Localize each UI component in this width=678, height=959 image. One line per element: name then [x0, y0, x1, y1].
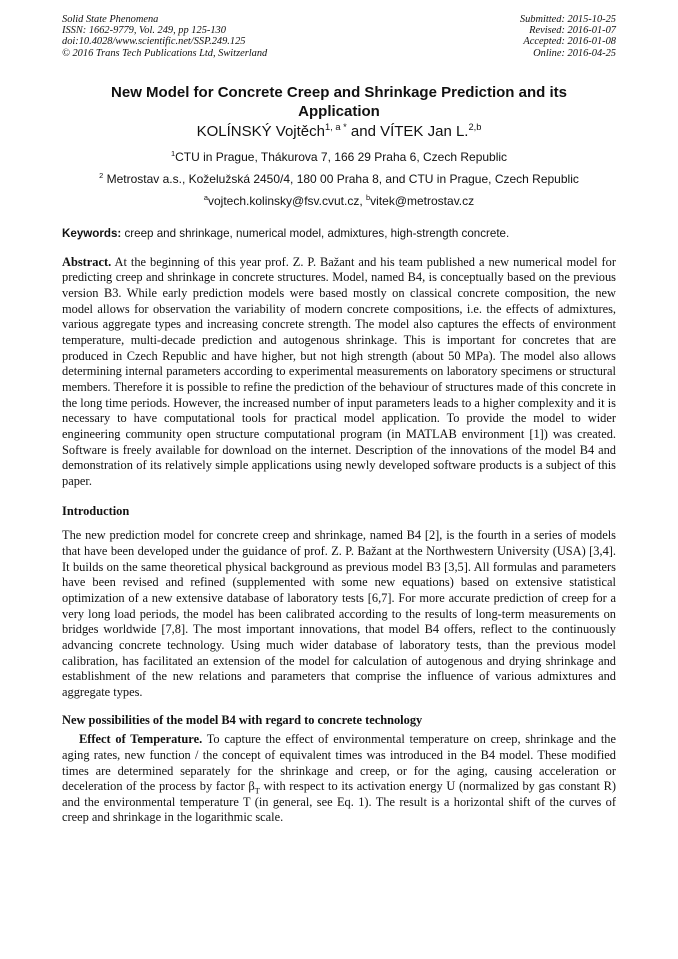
author-1-marks: 1, a *: [325, 121, 347, 132]
keywords: [62, 227, 616, 241]
author-conjunction: and: [346, 122, 381, 140]
journal-info: [62, 14, 267, 59]
abstract-text: At the beginning of this year prof. Z. P. Bažant and his team published a new numerical model for predicting creep and shrinkage in concrete structures. Model, named B4, is conceptually based on the previous version B3. While early prediction models were based mostly on classical concrete composition, the new model allows for observation the variability of modern concrete compositions, i.e. the effects of admixtures, various aggregate types and increasing concrete strength. The model also captures the effects of environment temperature, multi-decade prediction and autogenous shrinkage. This is important for concretes that are produced in Czech Republic and have higher, but not high strength (about 50 MPa). The model also allows determining internal parameters according to experimental measurements on laboratory specimens or structural members. Therefore it is possible to refine the prediction of the behaviour of structures made of this concrete in the long time periods. However, the increased number of input parameters leads to a higher complexity and it is necessary to have computational tools for practical model application. To provide the model to wider engineering community open structure computational program (in MATLAB environment [1]) was created. Software is freely available for download on the internet. Description of the innovations of the model B4 and demonstration of its relatively simple applications using newly developed software products is a subject of this paper.: [62, 254, 616, 488]
email-b-mark: b: [366, 192, 371, 202]
temperature-label: Effect of Temperature.: [79, 732, 203, 747]
affiliation-1-text: CTU in Prague, Thákurova 7, 166 29 Praha 6, Czech Republic: [175, 149, 508, 164]
temperature-text-2: with respect to its activation energy U (normalized by gas constant R) and the environmental temperature T (in general, see Eq. 1). The result is a horizontal shift of the curves of creep and shrinkage in the logarithmic scale.: [62, 779, 617, 825]
journal-doi: doi:10.4028/www.scientific.net/SSP.249.125: [62, 36, 246, 48]
abstract: [62, 255, 616, 490]
paper-title-line-2: Application: [298, 102, 380, 120]
date-revised: Revised: 2016-01-07: [529, 25, 616, 37]
affiliation-1: [62, 150, 616, 164]
paper-title: [62, 83, 616, 121]
new-possibilities-heading: New possibilities of the model B4 with regard to concrete technology: [62, 712, 423, 727]
affiliation-2-mark: 2: [99, 170, 104, 180]
temperature-text-1: To capture the effect of environmental temperature on creep, shrinkage and the aging rates, new function / the concept of equivalent times was introduced in the B4 model. These modified times are determined separately for the shrinkage and creep, or for the aging, causing acceleration or deceleration of the process by factor β: [62, 732, 616, 794]
affiliation-2: [62, 172, 616, 186]
journal-header: [62, 14, 616, 59]
author-2: VÍTEK Jan L.: [380, 122, 469, 140]
journal-copyright: © 2016 Trans Tech Publications Ltd, Switzerland: [62, 47, 268, 59]
temperature-paragraph: [62, 732, 616, 826]
email-b: vitek@metrostav.cz: [370, 193, 475, 208]
affiliation-1-mark: 1: [170, 148, 176, 158]
date-accepted: Accepted: 2016-01-08: [523, 36, 616, 48]
affiliation-2-text: Metrostav a.s., Koželužská 2450/4, 180 00 Praha 8, and CTU in Prague, Czech Republic: [103, 171, 579, 186]
beta-subscript: T: [254, 785, 260, 796]
submission-dates: [520, 14, 616, 59]
introduction-paragraph: The new prediction model for concrete creep and shrinkage, named B4 [2], is the fourth in a series of models that have been developed under the guidance of prof. Z. P. Bažant at the Northwestern University (USA) [3,4]. It builds on the same theoretical physical background as previous model B3 [3,5]. All formulas and parameters have been revised and refined (supplemented with some new equations) based on extensive statistical optimization of a new extensive database of laboratory tests [6,7]. For more accurate prediction of creep for a very long load periods, the model has been calibrated according to the results of long-term measurements on bridges worldwide [7,8]. The most important innovations, that model B4 offers, reflect to the continuously advancing concrete technology. Using much wider database of laboratory tests, than the previous model calibration, has facilitated an extension of the model for calculation of autogenous and drying shrinkage and establishment of the new relations and parameters that comprise the influence of various admixtures and aggregate types.: [62, 528, 616, 699]
journal-issn: ISSN: 1662-9779, Vol. 249, pp 125-130: [62, 25, 226, 37]
keywords-text: creep and shrinkage, numerical model, admixtures, high-strength concrete.: [121, 226, 510, 240]
abstract-label: Abstract.: [62, 254, 112, 269]
author-list: [62, 123, 616, 141]
paper-title-line-1: New Model for Concrete Creep and Shrinkage Prediction and its: [111, 83, 567, 101]
date-online: Online: 2016-04-25: [533, 47, 616, 59]
date-submitted: Submitted: 2015-10-25: [519, 14, 616, 25]
author-2-marks: 2,b: [468, 121, 482, 132]
introduction-heading: Introduction: [62, 503, 130, 518]
email-a: vojtech.kolinsky@fsv.cvut.cz,: [208, 193, 367, 208]
author-emails: [62, 194, 616, 208]
author-1: KOLÍNSKÝ Vojtěch: [196, 122, 325, 140]
journal-name: Solid State Phenomena: [62, 14, 159, 25]
keywords-label: Keywords:: [62, 226, 122, 240]
email-a-mark: a: [203, 192, 208, 202]
